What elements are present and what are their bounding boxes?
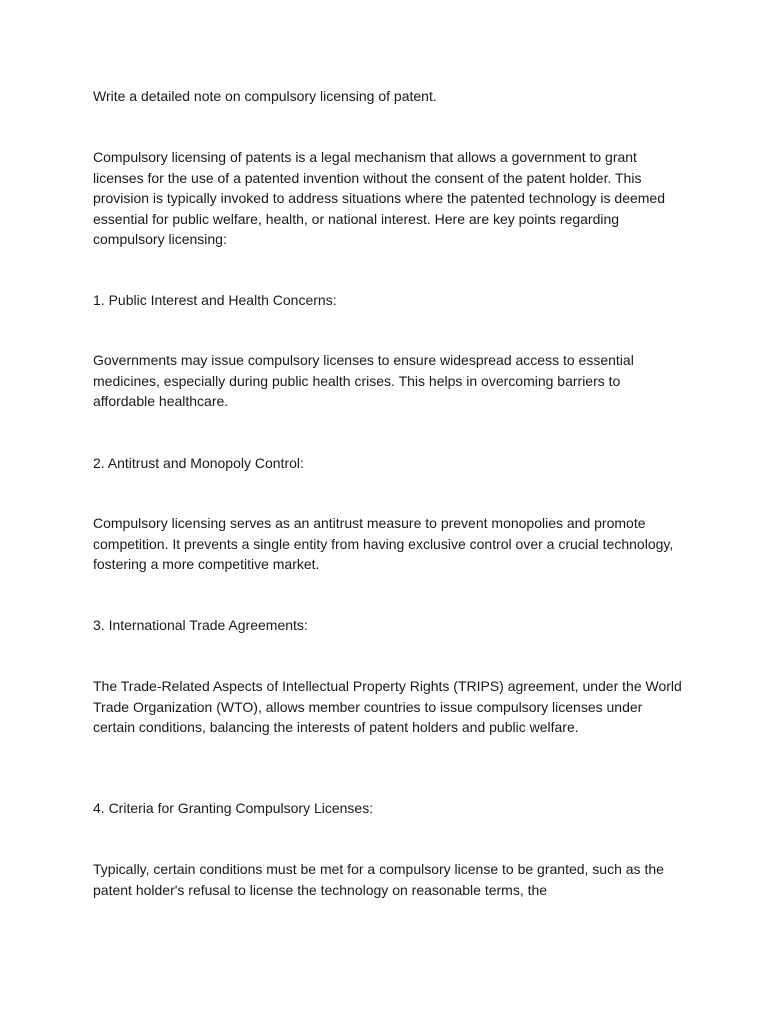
section-heading: 3. International Trade Agreements: (93, 617, 308, 633)
section-paragraph: The Trade-Related Aspects of Intellectual Property Rights (TRIPS) agreement, under the World Trade Organization (WTO), allows member countries to issue compulsory licenses under certain conditions, balancing the interests of patent holders and public welfare. (93, 678, 682, 735)
section-paragraph: Typically, certain conditions must be met for a compulsory license to be granted, such as the patent holder's refusal to license the technology on reasonable terms, the (93, 861, 664, 898)
section-heading: 2. Antitrust and Monopoly Control: (93, 455, 304, 471)
section-heading: 1. Public Interest and Health Concerns: (93, 292, 337, 308)
section-paragraph: Governments may issue compulsory licenses to ensure widespread access to essential medicines, especially during public health crises. This helps in overcoming barriers to affordable healthcare. (93, 352, 634, 409)
question-text: Write a detailed note on compulsory licensing of patent. (93, 88, 437, 104)
intro-paragraph: Compulsory licensing of patents is a legal mechanism that allows a government to grant licenses for the use of a patented invention without the consent of the patent holder. This provision is typically invoked to address situations where the patented technology is deemed essential for public welfare, health, or national interest. Here are key points regarding compulsory licensing: (93, 149, 665, 247)
section-heading: 4. Criteria for Granting Compulsory Licenses: (93, 800, 374, 816)
section-paragraph: Compulsory licensing serves as an antitrust measure to prevent monopolies and promote competition. It prevents a single entity from having exclusive control over a crucial technology, fostering a more competitive market. (93, 515, 674, 572)
